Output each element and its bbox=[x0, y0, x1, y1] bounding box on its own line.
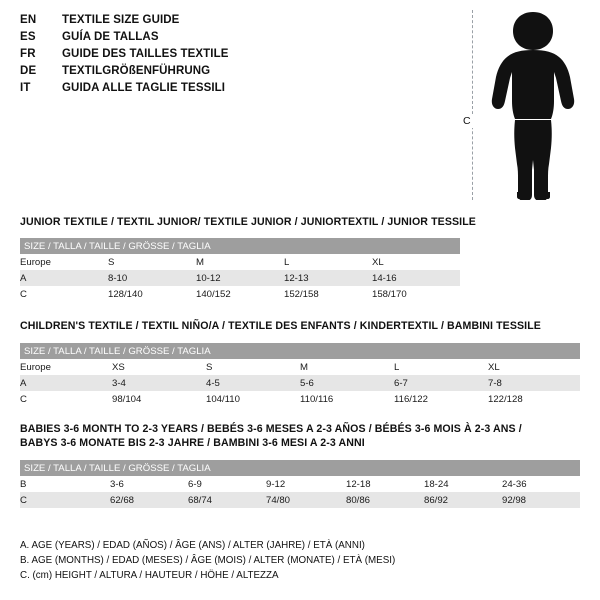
row-label: Europe bbox=[20, 254, 108, 270]
cell: 74/80 bbox=[266, 492, 346, 508]
cell: 9-12 bbox=[266, 476, 346, 492]
table-header-row bbox=[20, 460, 580, 476]
cell: 116/122 bbox=[394, 391, 488, 407]
cell: 12-13 bbox=[284, 270, 372, 286]
cell: 6-7 bbox=[394, 375, 488, 391]
section-title-babies bbox=[20, 422, 522, 450]
language-row bbox=[20, 14, 440, 31]
cell: 3-6 bbox=[110, 476, 188, 492]
language-title: GUÍA DE TALLAS bbox=[62, 31, 159, 43]
language-header bbox=[20, 14, 440, 99]
cell: 4-5 bbox=[206, 375, 300, 391]
language-code: ES bbox=[20, 31, 36, 43]
legend bbox=[20, 538, 580, 583]
cell: 152/158 bbox=[284, 286, 372, 302]
cell: 5-6 bbox=[300, 375, 394, 391]
section-title-babies-line2: BABYS 3-6 MONATE BIS 2-3 JAHRE / BAMBINI 3-6 MESI A 2-3 ANNI bbox=[20, 437, 365, 449]
measurement-figure bbox=[455, 10, 590, 200]
size-header-label: SIZE / TALLA / TAILLE / GRÖSSE / TAGLIA bbox=[20, 460, 580, 476]
table-row bbox=[20, 375, 580, 391]
junior-size-table bbox=[20, 238, 460, 302]
cell: XL bbox=[488, 359, 580, 375]
cell: 122/128 bbox=[488, 391, 580, 407]
row-label: A bbox=[20, 375, 112, 391]
cell: 6-9 bbox=[188, 476, 266, 492]
cell: 24-36 bbox=[502, 476, 580, 492]
table-row bbox=[20, 476, 580, 492]
language-title: GUIDE DES TAILLES TEXTILE bbox=[62, 48, 229, 60]
height-guide-line bbox=[472, 10, 473, 200]
cell: 14-16 bbox=[372, 270, 460, 286]
cell: 18-24 bbox=[424, 476, 502, 492]
table-row bbox=[20, 254, 460, 270]
cell: XS bbox=[112, 359, 206, 375]
cell: 140/152 bbox=[196, 286, 284, 302]
cell: 98/104 bbox=[112, 391, 206, 407]
cell: 8-10 bbox=[108, 270, 196, 286]
cell: 92/98 bbox=[502, 492, 580, 508]
language-code: IT bbox=[20, 82, 31, 94]
language-row bbox=[20, 48, 440, 65]
cell: 104/110 bbox=[206, 391, 300, 407]
cell: 68/74 bbox=[188, 492, 266, 508]
language-title: GUIDA ALLE TAGLIE TESSILI bbox=[62, 82, 226, 94]
legend-line-c: C. (cm) HEIGHT / ALTURA / HAUTEUR / HÖHE / ALTEZZA bbox=[20, 570, 279, 581]
child-silhouette-icon bbox=[483, 10, 583, 200]
table-row bbox=[20, 286, 460, 302]
size-header-label: SIZE / TALLA / TAILLE / GRÖSSE / TAGLIA bbox=[20, 238, 460, 254]
language-row bbox=[20, 82, 440, 99]
table-row bbox=[20, 359, 580, 375]
cell: 110/116 bbox=[300, 391, 394, 407]
section-title-children: CHILDREN'S TEXTILE / TEXTIL NIÑO/A / TEXTILE DES ENFANTS / KINDERTEXTIL / BAMBINI TESSILE bbox=[20, 320, 541, 332]
table-row bbox=[20, 391, 580, 407]
children-size-table bbox=[20, 343, 580, 407]
cell: S bbox=[206, 359, 300, 375]
language-title: TEXTILGRÖßENFÜHRUNG bbox=[62, 65, 211, 77]
cell: M bbox=[196, 254, 284, 270]
cell: M bbox=[300, 359, 394, 375]
legend-line-a: A. AGE (YEARS) / EDAD (AÑOS) / ÂGE (ANS) / ALTER (JAHRE) / ETÀ (ANNI) bbox=[20, 540, 365, 551]
row-label: C bbox=[20, 492, 110, 508]
cell: 3-4 bbox=[112, 375, 206, 391]
language-title: TEXTILE SIZE GUIDE bbox=[62, 14, 180, 26]
legend-line-b: B. AGE (MONTHS) / EDAD (MESES) / ÂGE (MOIS) / ALTER (MONATE) / ETÀ (MESI) bbox=[20, 555, 396, 566]
cell: 80/86 bbox=[346, 492, 424, 508]
section-title-babies-line1: BABIES 3-6 MONTH TO 2-3 YEARS / BEBÉS 3-6 MESES A 2-3 AÑOS / BÉBÉS 3-6 MOIS À 2-3 ANS / bbox=[20, 423, 522, 435]
size-header-label: SIZE / TALLA / TAILLE / GRÖSSE / TAGLIA bbox=[20, 343, 580, 359]
cell: 86/92 bbox=[424, 492, 502, 508]
cell: 12-18 bbox=[346, 476, 424, 492]
cell: 7-8 bbox=[488, 375, 580, 391]
cell: 128/140 bbox=[108, 286, 196, 302]
babies-size-table bbox=[20, 460, 580, 508]
row-label: A bbox=[20, 270, 108, 286]
cell: 158/170 bbox=[372, 286, 460, 302]
row-label: B bbox=[20, 476, 110, 492]
table-header-row bbox=[20, 343, 580, 359]
table-header-row bbox=[20, 238, 460, 254]
row-label: C bbox=[20, 391, 112, 407]
cell: XL bbox=[372, 254, 460, 270]
language-row bbox=[20, 65, 440, 82]
language-code: DE bbox=[20, 65, 37, 77]
language-code: FR bbox=[20, 48, 36, 60]
section-title-junior: JUNIOR TEXTILE / TEXTIL JUNIOR/ TEXTILE JUNIOR / JUNIORTEXTIL / JUNIOR TESSILE bbox=[20, 216, 476, 228]
row-label: C bbox=[20, 286, 108, 302]
row-label: Europe bbox=[20, 359, 112, 375]
cell: L bbox=[394, 359, 488, 375]
table-row bbox=[20, 492, 580, 508]
measure-label-c: C bbox=[463, 115, 471, 127]
language-row bbox=[20, 31, 440, 48]
cell: S bbox=[108, 254, 196, 270]
table-row bbox=[20, 270, 460, 286]
cell: 62/68 bbox=[110, 492, 188, 508]
cell: 10-12 bbox=[196, 270, 284, 286]
cell: L bbox=[284, 254, 372, 270]
language-code: EN bbox=[20, 14, 37, 26]
